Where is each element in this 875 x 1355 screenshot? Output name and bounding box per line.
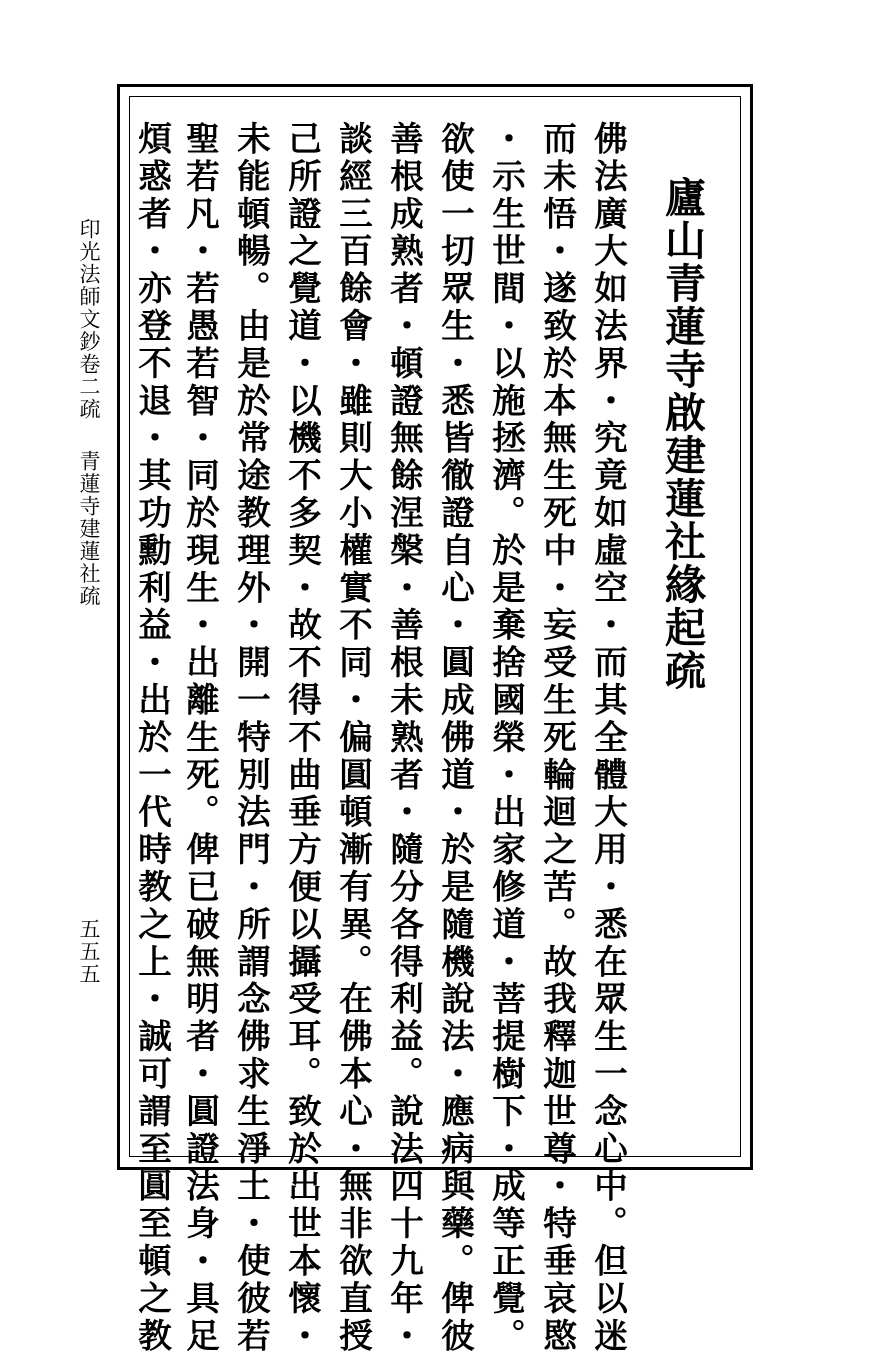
text-column-10: 煩惑者・亦登不退・其功勳利益・出於一代時教之上・誠可謂至圓至頓之教 [132,121,172,1355]
running-header-book: 印光法師文鈔卷二 [77,218,101,398]
text-column-3: ・示生世間・以施拯濟。於是棄捨國榮・出家修道・菩提樹下・成等正覺。 [486,121,526,1355]
text-column-1: 佛法廣大如法界・究竟如虛空・而其全體大用・悉在眾生一念心中。但以迷 [588,121,628,1355]
text-column-2: 而未悟・遂致於本無生死中・妄受生死輪迴之苦。故我釋迦世尊・特垂哀愍 [537,121,577,1355]
text-column-7: 己所證之覺道・以機不多契・故不得不曲垂方便以攝受耳。致於出世本懷・ [282,121,322,1355]
page-border-inner [129,96,741,1157]
running-header-section: 疏 [77,398,101,421]
text-column-9: 聖若凡・若愚若智・同於現生・出離生死。俾已破無明者・圓證法身・具足 [180,121,220,1355]
text-column-5: 善根成熟者・頓證無餘涅槃・善根未熟者・隨分各得利益。說法四十九年・ [384,121,424,1355]
text-column-8: 未能頓暢。由是於常途教理外・開一特別法門・所謂念佛求生淨土・使彼若 [231,121,271,1355]
text-column-4: 欲使一切眾生・悉皆徹證自心・圓成佛道・於是隨機說法・應病與藥。俾彼 [435,121,475,1355]
document-title: 廬山青蓮寺啟建蓮社緣起疏 [658,176,706,692]
page-number: 五五五 [77,918,101,986]
text-column-6: 談經三百餘會・雖則大小權實不同・偏圓頓漸有異。在佛本心・無非欲直授 [333,121,373,1355]
running-header-piece: 青蓮寺建蓮社疏 [77,450,101,608]
